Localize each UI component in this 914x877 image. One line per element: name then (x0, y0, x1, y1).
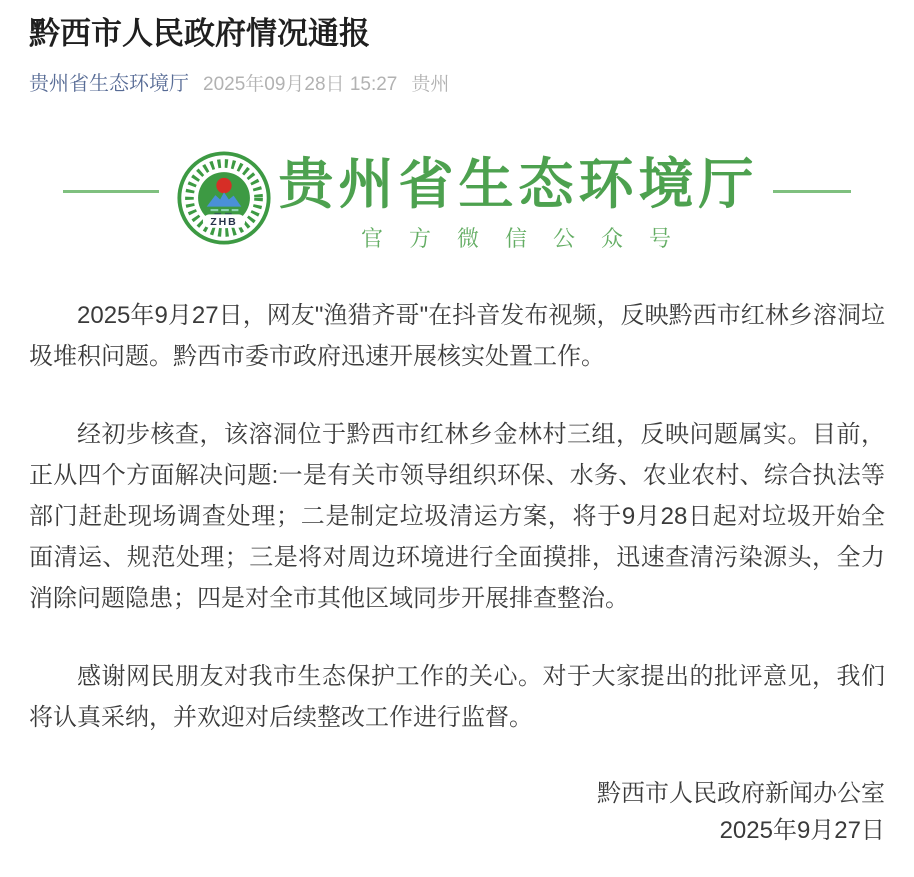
account-name-link[interactable]: 贵州省生态环境厅 (29, 73, 189, 95)
banner-right-line (773, 190, 851, 193)
banner-text-block (278, 153, 759, 253)
article-page (0, 12, 914, 849)
sun-icon (217, 178, 232, 193)
banner-org-name: 贵州省生态环境厅 (278, 153, 759, 215)
body-paragraph: 经初步核查，该溶洞位于黔西市红林乡金林村三组，反映问题属实。目前，正从四个方面解决问题:一是有关市领导组织环保、水务、农业农村、综合执法等部门赶赴现场调查处理；二是制定垃圾清运方案，将于9月28日起对垃圾开始全面清运、规范处理；三是将对周边环境进行全面摸排，迅速查清污染源头，全力消除问题隐患；四是对全市其他区域同步开展排查整治。 (29, 421, 885, 612)
publish-time: 2025年09月28日 15:27 (203, 74, 398, 95)
banner-left-line (63, 190, 159, 193)
body-paragraph: 感谢网民朋友对我市生态保护工作的关心。对于大家提出的批评意见，我们将认真采纳，并欢迎对后续整改工作进行监督。 (29, 663, 885, 731)
banner-image[interactable] (29, 133, 885, 263)
article-body (29, 295, 885, 849)
signature-org: 黔西市人民政府新闻办公室 (597, 780, 885, 807)
logo-band-text: ZHB (210, 215, 239, 228)
article-meta (29, 71, 885, 98)
banner-subtitle: 官方微信公众号 (360, 226, 697, 251)
article-title: 黔西市人民政府情况通报 (29, 16, 370, 51)
org-logo-icon (176, 150, 272, 246)
signature-block (29, 775, 885, 849)
region-tag: 贵州 (411, 74, 450, 95)
signature-date: 2025年9月27日 (719, 817, 885, 844)
body-paragraph: 2025年9月27日，网友"渔猎齐哥"在抖音发布视频，反映黔西市红林乡溶洞垃圾堆积问题。黔西市委市政府迅速开展核实处置工作。 (29, 302, 885, 370)
